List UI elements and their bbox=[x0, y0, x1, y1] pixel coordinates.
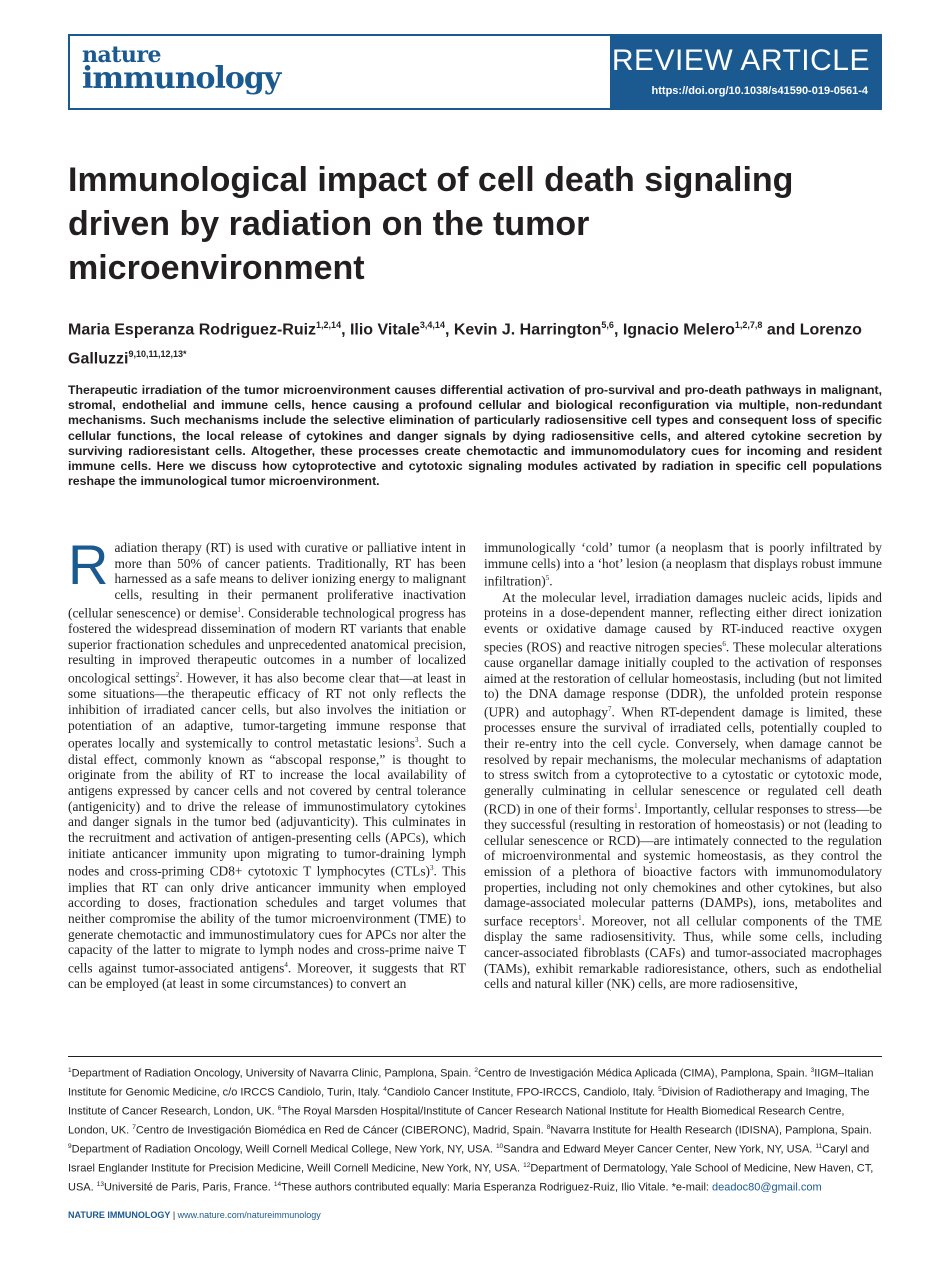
author-affiliation: 5,6 bbox=[601, 320, 614, 330]
footnote-text: Department of Radiation Oncology, Weill Cornell Medical College, New York, NY, USA. bbox=[71, 1143, 496, 1156]
footnote-text: Centro de Investigación Médica Aplicada (CIMA), Pamplona, Spain. bbox=[477, 1067, 811, 1080]
body-text: . bbox=[549, 573, 553, 589]
citation-ref: 5 bbox=[545, 574, 550, 583]
author-separator: and bbox=[762, 321, 800, 339]
logo-nature-text: nature bbox=[82, 42, 161, 68]
citation-ref: 1 bbox=[578, 914, 582, 923]
body-paragraph bbox=[484, 540, 882, 590]
footnote-text: Navarra Institute for Health Research (IDISNA), Pamplona, Spain. bbox=[550, 1124, 872, 1137]
footnote-text: Division of Radiotherapy and Imaging, The Institute of Cancer Research, London, UK. bbox=[68, 1086, 870, 1118]
logo-immunology-text: immunology bbox=[82, 61, 281, 96]
body-paragraph bbox=[68, 533, 466, 992]
body-text: . However, it has also become clear that—at least in some situations—the therapeutic efficacy of RT not only reflects the inhibition of irradiated cancer cells, but also involves the initiation or potentiation of an adaptive, tumor-targeting immune response that operates locally and systemically to control metastatic lesions bbox=[68, 670, 466, 751]
footnote-number: 14 bbox=[273, 1181, 282, 1189]
footnote-text: IIGM–Italian Institute for Genomic Medicine, c/o IRCCS Candiolo, Turin, Italy. bbox=[68, 1067, 874, 1099]
article-title: Immunological impact of cell death signaling driven by radiation on the tumor microenvironment bbox=[68, 161, 794, 287]
citation-ref: 7 bbox=[607, 704, 612, 713]
footnote-number: 10 bbox=[495, 1143, 504, 1151]
footnote-text: Centro de Investigación Biomédica en Red de Cáncer (CIBERONC), Madrid, Spain. bbox=[135, 1124, 547, 1137]
footnote-text: Candiolo Cancer Institute, FPO-IRCCS, Candiolo, Italy. bbox=[386, 1086, 659, 1099]
footnote-number: 3 bbox=[810, 1067, 815, 1074]
footnote-number: 4 bbox=[383, 1086, 387, 1094]
footnote-number: 5 bbox=[658, 1086, 662, 1094]
footer-separator: | bbox=[170, 1210, 178, 1220]
citation-ref: 4 bbox=[284, 961, 288, 970]
citation-ref: 1 bbox=[634, 801, 638, 810]
footnote-number: 6 bbox=[277, 1105, 282, 1113]
footnote-number: 1 bbox=[68, 1067, 72, 1074]
citation-ref: 2 bbox=[175, 671, 180, 680]
footer-journal-name: NATURE IMMUNOLOGY bbox=[68, 1210, 171, 1220]
author-affiliation: 1,2,14 bbox=[316, 320, 342, 330]
body-text: . Moreover, it suggests that RT can be employed (at least in some circumstances) to convert an bbox=[68, 960, 466, 992]
author-name: Ilio Vitale bbox=[349, 321, 420, 339]
author-affiliation: 1,2,7,8 bbox=[734, 320, 763, 330]
body-text: immunologically ‘cold’ tumor (a neoplasm that is poorly infiltrated by immune cells) into a ‘hot’ lesion (a neoplasm that displays robust immune infiltration) bbox=[484, 540, 882, 589]
body-text: adiation therapy (RT) is used with curative or palliative intent in more than 50% of cancer patients. Traditionally, RT has been harnessed as a safe means to deliver ionizing energy to malignant cells, resulting in their permanent proliferative inactivation (cellular senescence) or demise bbox=[68, 540, 466, 621]
drop-cap: R bbox=[68, 533, 109, 596]
body-text: . When RT-dependent damage is limited, these processes ensure the survival of irradiated cells, potentially coupled to their re-entry into the cell cycle. Conversely, when damage cannot be resolved by repair mechanisms, the molecular mechanisms of adaptation to stress switch from a cytoprotective to a cytostatic or cytotoxic mode, generally culminating in cellular senescence or regulated cell death (RCD) in one of their forms bbox=[484, 704, 882, 817]
citation-ref: 3 bbox=[430, 864, 434, 873]
footnote-text: Caryl and Israel Englander Institute for Precision Medicine, Weill Cornell Medicine, New York, NY, USA. bbox=[68, 1143, 870, 1175]
footnote-text: Sandra and Edward Meyer Cancer Center, New York, NY, USA. bbox=[503, 1143, 816, 1156]
footnote-number: 13 bbox=[96, 1181, 104, 1189]
footnote-number: 2 bbox=[474, 1067, 478, 1074]
author-separator: , bbox=[613, 321, 623, 339]
footnote-text: Department of Radiation Oncology, University of Navarra Clinic, Pamplona, Spain. bbox=[71, 1067, 475, 1080]
article-type-band bbox=[610, 34, 882, 110]
footnote-text: Université de Paris, Paris, France. bbox=[103, 1182, 274, 1195]
footnote-divider bbox=[68, 1056, 882, 1057]
body-text: . This implies that RT can only drive anticancer immunity when employed according to doses, fractionation schedules and target volumes that neither compromise the ability of the tumor microenvironment (TME) to generate chemotactic and immunostimulatory cues for APCs nor alter the capacity of the latter to migrate to lymph nodes and cross-prime naive T cells against tumor-associated antigens bbox=[68, 863, 466, 976]
body-text: . Moreover, not all cellular components of the TME display the same radiosensitivity. Thus, while some cells, including cancer-associated fibroblasts (CAFs) and tumor-associated macrophages (TAMs), exhibit remarkable radioresistance, others, such as endothelial cells and natural killer (NK) cells, are more radiosensitive, bbox=[484, 913, 882, 992]
body-text: . Such a distal effect, commonly known as “abscopal response,” is thought to originate from the ability of RT to increase the local availability of antigens expressed by cancer cells and not covered by central tolerance (antigenicity) and to drive the release of immunostimulatory cytokines and danger signals in the tumor bed (adjuvanticity). This culminates in the recruitment and activation of antigen-presenting cells (APCs), which initiate anticancer immunity upon migrating to tumor-draining lymph nodes and cross-priming CD8+ cytotoxic T lymphocytes (CTLs) bbox=[68, 735, 466, 879]
footnote-text: The Royal Marsden Hospital/Institute of Cancer Research National Institute for Health Biomedical Research Centre, London, UK. bbox=[68, 1105, 845, 1137]
doi-link[interactable]: https://doi.org/10.1038/s41590-019-0561-4 bbox=[651, 85, 868, 97]
footnote-number: 9 bbox=[68, 1143, 72, 1151]
body-column-right bbox=[484, 540, 882, 992]
body-text: At the molecular level, irradiation damages nucleic acids, lipids and proteins in a dose-dependent manner, reflecting either direct ionization events or oxidative damage caused by RT-induced reactive oxygen species (ROS) and reactive nitrogen species bbox=[484, 589, 882, 655]
page-footer bbox=[68, 1210, 321, 1220]
body-text: . Importantly, cellular responses to stress—be they successful (resulting in restoration of homeostasis) or not (leading to cellular senescence or RCD)—are intimately connected to the regulation of microenvironmental and systemic homeostasis, as they control the emission of a plethora of bioactive factors with immunomodulatory properties, including not only chemokines and other cytokines, but also damage-associated molecular patterns (DAMPs), ions, metabolites and surface receptors bbox=[484, 801, 883, 929]
body-column-left bbox=[68, 533, 466, 992]
citation-ref: 6 bbox=[722, 639, 726, 648]
body-text: . These molecular alterations cause organellar damage initially coupled to the activation of responses aimed at the restoration of cellular homeostasis, including (but not limited to) the DNA damage response (DDR), the unfolded protein response (UPR) and autophagy bbox=[484, 639, 883, 720]
citation-ref: 1 bbox=[237, 605, 241, 614]
footer-url-link[interactable]: www.nature.com/natureimmunology bbox=[177, 1210, 321, 1220]
footnote-number: 12 bbox=[523, 1162, 531, 1170]
author-separator: , bbox=[444, 321, 454, 339]
body-paragraph bbox=[484, 590, 882, 992]
contact-prefix: *e-mail: bbox=[671, 1182, 712, 1195]
affiliations-footnotes bbox=[68, 1063, 882, 1196]
contact-email-link[interactable]: deadoc80@gmail.com bbox=[712, 1182, 822, 1195]
citation-ref: 3 bbox=[415, 736, 419, 745]
author-name: Lorenzo Galluzzi bbox=[68, 321, 862, 368]
journal-logo[interactable] bbox=[82, 44, 280, 94]
footnote-number: 8 bbox=[546, 1124, 551, 1132]
body-text: . Considerable technological progress has fostered the widespread dissemination of modern RT variants that enable superior fractionation schedules and unprecedented anatomical precision, resulting in improved therapeutic outcomes in a number of localized oncological settings bbox=[68, 605, 466, 686]
author-name: Maria Esperanza Rodriguez-Ruiz bbox=[68, 321, 317, 339]
author-list bbox=[68, 313, 882, 372]
article-type-label: REVIEW ARTICLE bbox=[611, 44, 870, 77]
footnote-number: 7 bbox=[132, 1124, 136, 1132]
author-name: Ignacio Melero bbox=[622, 321, 735, 339]
footnote-number: 11 bbox=[815, 1143, 823, 1151]
footnote-text: Department of Dermatology, Yale School of Medicine, New Haven, CT, USA. bbox=[68, 1162, 874, 1195]
abstract: Therapeutic irradiation of the tumor microenvironment causes differential activation of pro-survival and pro-death pathways in malignant, stromal, endothelial and immune cells, hence causing a profound cellular and biological reconfiguration via multiple, non-redundant mechanisms. Such mechanisms include the selective elimination of particularly radiosensitive cell types and consequent loss of specific cellular functions, the local release of cytokines and danger signals by dying radiosensitive cells, and altered cytokine secretion by surviving radioresistant cells. Altogether, these processes create chemotactic and immunomodulatory cues for incoming and resident immune cells. Here we discuss how cytoprotective and cytotoxic signaling modules activated by radiation in specific cell populations reshape the immunological tumor microenvironment. bbox=[68, 383, 882, 489]
author-name: Kevin J. Harrington bbox=[453, 321, 602, 339]
author-affiliation: 3,4,14 bbox=[419, 320, 445, 330]
author-separator: , bbox=[341, 321, 350, 339]
footnote-text: These authors contributed equally: Maria Esperanza Rodriguez-Ruiz, Ilio Vitale. bbox=[281, 1182, 672, 1195]
author-affiliation: 9,10,11,12,13* bbox=[128, 349, 187, 360]
